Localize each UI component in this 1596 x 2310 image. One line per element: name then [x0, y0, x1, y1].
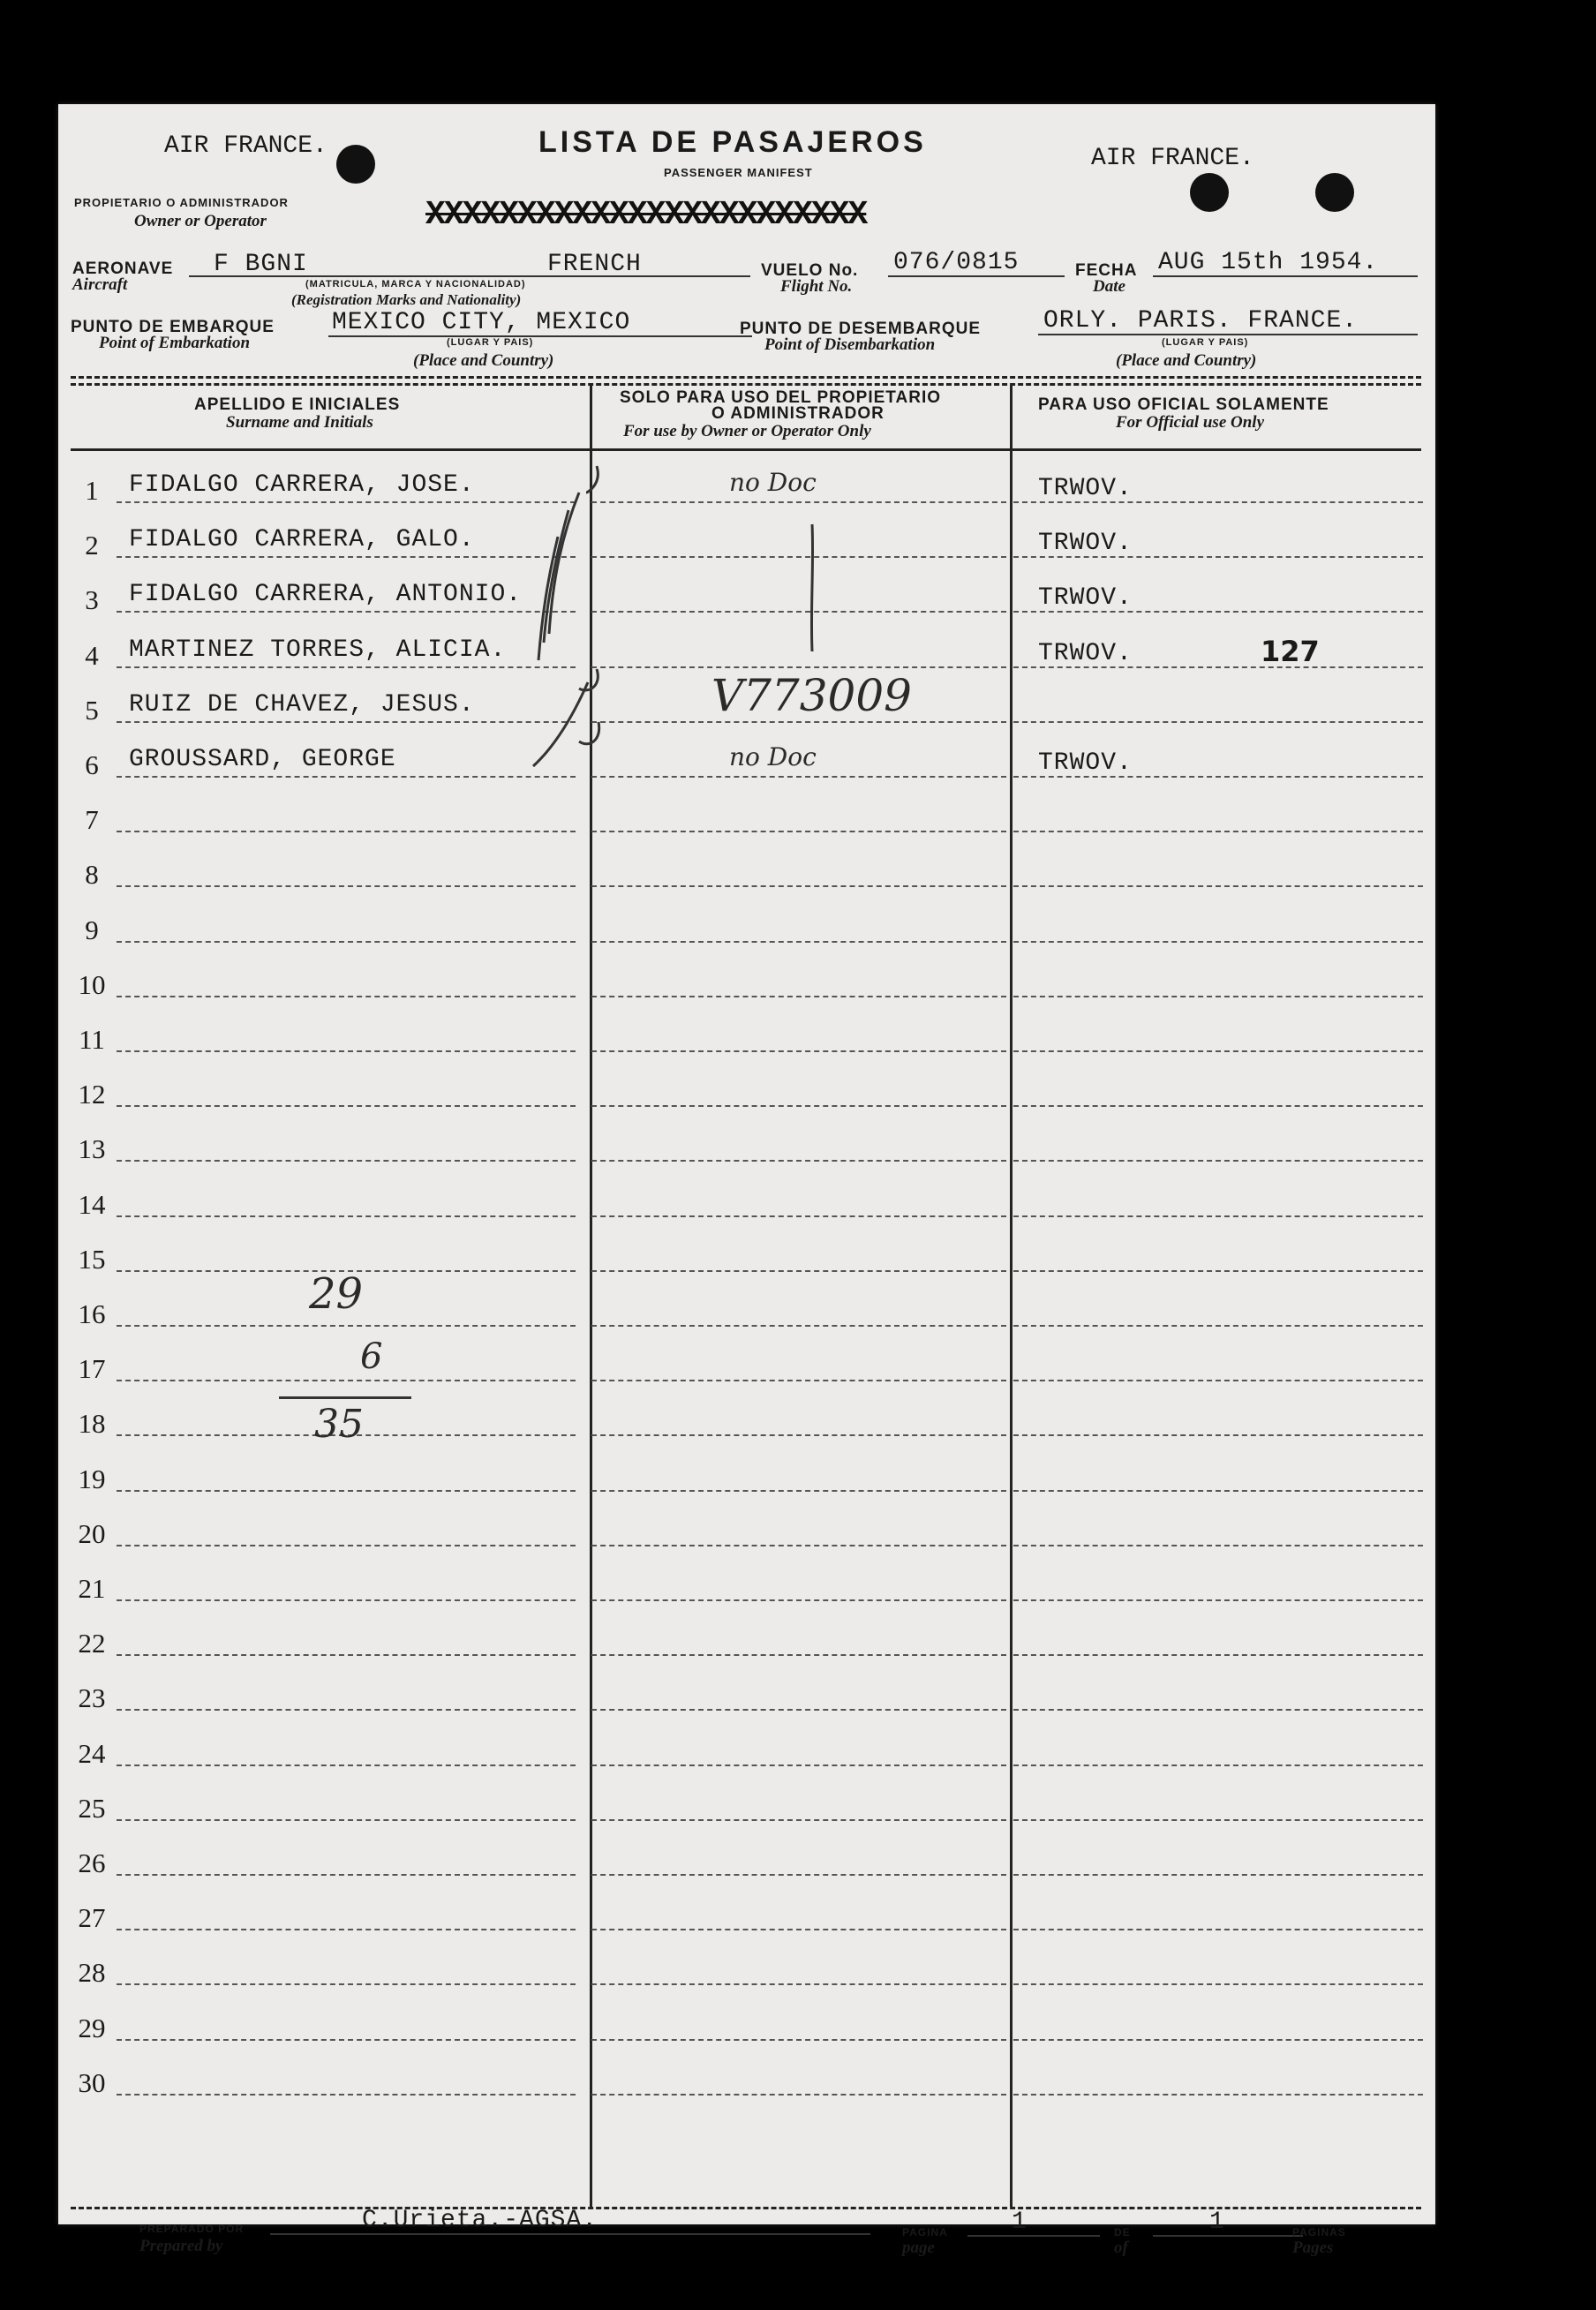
row-rule — [591, 1160, 1006, 1162]
row-number: 22 — [78, 1628, 106, 1659]
owner-stamp-left: AIR FRANCE. — [164, 132, 327, 160]
col-official-header-es: PARA USO OFICIAL SOLAMENTE — [1038, 395, 1329, 414]
tally-line-2: 6 — [360, 1336, 383, 1377]
row-rule — [117, 1160, 576, 1162]
col-official-header-en: For Official use Only — [1116, 413, 1265, 432]
col-owner-header-es-2: O ADMINISTRADOR — [711, 404, 885, 423]
col-owner-header-en: For use by Owner or Operator Only — [623, 422, 871, 440]
embark-value: MEXICO CITY, MEXICO — [332, 309, 631, 336]
disembark-note-es: (LUGAR Y PAIS) — [1162, 337, 1249, 348]
owner-label-es: PROPIETARIO O ADMINISTRADOR — [74, 196, 289, 209]
row-number: 13 — [78, 1133, 106, 1165]
row-rule — [1013, 611, 1423, 613]
table-row — [58, 1353, 1435, 1415]
table-row — [58, 1847, 1435, 1909]
row-number: 14 — [78, 1188, 106, 1220]
table-row — [58, 1188, 1435, 1251]
row-rule — [591, 1599, 1006, 1601]
pages-label-en: Pages — [1292, 2239, 1334, 2257]
table-row — [58, 1682, 1435, 1744]
table-row — [58, 968, 1435, 1031]
table-row — [58, 1133, 1435, 1195]
flight-label-es: VUELO No. — [761, 261, 859, 280]
table-row — [58, 1792, 1435, 1855]
row-number: 4 — [85, 639, 99, 671]
row-rule — [1013, 776, 1423, 778]
owner-note: no Doc — [729, 742, 817, 771]
row-rule — [117, 1983, 576, 1985]
tally-line-1: 29 — [309, 1269, 364, 1319]
passenger-name: GROUSSARD, GEORGE — [129, 746, 396, 773]
table-row — [58, 914, 1435, 976]
table-row — [58, 1024, 1435, 1086]
row-rule — [591, 1983, 1006, 1985]
row-number: 10 — [78, 968, 106, 1000]
row-rule — [591, 1380, 1006, 1381]
row-rule — [117, 1929, 576, 1930]
official-status: TRWOV. — [1038, 749, 1133, 777]
row-rule — [117, 556, 576, 558]
row-number: 7 — [85, 804, 99, 836]
page-underline — [967, 2235, 1100, 2237]
row-number: 2 — [85, 530, 99, 561]
tally-rule — [279, 1396, 411, 1399]
punch-hole-right-2 — [1315, 173, 1354, 212]
row-number: 23 — [78, 1682, 106, 1714]
row-rule — [591, 501, 1006, 503]
aircraft-label-es: AERONAVE — [72, 260, 174, 278]
flight-value: 076/0815 — [893, 249, 1020, 276]
row-number: 17 — [78, 1353, 106, 1385]
row-number: 5 — [85, 694, 99, 726]
row-rule — [117, 1050, 576, 1052]
table-row — [58, 1902, 1435, 1964]
row-rule — [1013, 1160, 1423, 1162]
table-row — [58, 859, 1435, 921]
date-underline — [1153, 275, 1418, 277]
table-row — [58, 2012, 1435, 2074]
page-title: LISTA DE PASAJEROS — [538, 125, 927, 159]
row-rule — [591, 2039, 1006, 2041]
row-rule — [591, 611, 1006, 613]
punch-hole-left — [336, 145, 375, 184]
table-row — [58, 804, 1435, 866]
row-number: 24 — [78, 1737, 106, 1769]
row-rule — [591, 1874, 1006, 1876]
aircraft-label-en: Aircraft — [72, 275, 128, 294]
row-number: 26 — [78, 1847, 106, 1878]
row-rule — [1013, 666, 1423, 668]
row-rule — [117, 1325, 576, 1327]
row-rule — [1013, 1434, 1423, 1436]
passenger-name: RUIZ DE CHAVEZ, JESUS. — [129, 690, 475, 719]
flight-underline — [888, 275, 1065, 277]
row-rule — [1013, 1325, 1423, 1327]
row-rule — [117, 2094, 576, 2096]
prepared-label-en: Prepared by — [139, 2237, 223, 2255]
row-rule — [1013, 1654, 1423, 1656]
disembark-label-es: PUNTO DE DESEMBARQUE — [740, 320, 982, 338]
table-row — [58, 742, 1435, 811]
row-rule — [1013, 501, 1423, 503]
row-rule — [117, 1105, 576, 1107]
embark-note-es: (LUGAR Y PAIS) — [447, 337, 534, 348]
row-number: 19 — [78, 1463, 106, 1494]
page-value: 1 — [1012, 2208, 1028, 2236]
row-rule — [591, 1105, 1006, 1107]
row-rule — [591, 1819, 1006, 1821]
row-rule — [1013, 1764, 1423, 1766]
col-surname-header-en: Surname and Initials — [226, 413, 373, 432]
row-rule — [1013, 1599, 1423, 1601]
aircraft-value: F BGNI — [214, 251, 308, 278]
row-rule — [591, 721, 1006, 723]
header-rule-top — [71, 376, 1421, 379]
embark-label-es: PUNTO DE EMBARQUE — [71, 318, 275, 336]
aircraft-underline — [189, 275, 750, 277]
pages-label-es: PAGINAS — [1292, 2226, 1346, 2239]
row-rule — [1013, 1105, 1423, 1107]
row-rule — [1013, 1874, 1423, 1876]
row-number: 30 — [78, 2066, 106, 2098]
row-rule — [117, 996, 576, 997]
row-rule — [591, 1709, 1006, 1711]
row-rule — [117, 885, 576, 887]
row-rule — [1013, 941, 1423, 943]
prepared-label-es: PREPARADO POR — [139, 2223, 245, 2235]
row-rule — [591, 996, 1006, 997]
row-rule — [117, 1380, 576, 1381]
table-row — [58, 1463, 1435, 1525]
row-rule — [1013, 1545, 1423, 1546]
official-status: TRWOV. — [1038, 475, 1133, 502]
manifest-sheet — [58, 104, 1435, 2257]
col-surname-header-es: APELLIDO E INICIALES — [194, 395, 401, 414]
row-number: 21 — [78, 1573, 106, 1604]
row-rule — [1013, 1983, 1423, 1985]
table-row — [58, 1573, 1435, 1635]
row-rule — [117, 1654, 576, 1656]
row-rule — [117, 1874, 576, 1876]
of-label-en: of — [1114, 2239, 1128, 2257]
row-rule — [591, 1490, 1006, 1492]
row-rule — [591, 831, 1006, 832]
row-rule — [591, 556, 1006, 558]
table-row — [58, 1517, 1435, 1580]
row-rule — [1013, 556, 1423, 558]
header-rule-bottom — [71, 383, 1421, 386]
owner-note: no Doc — [729, 468, 817, 497]
check-marks — [526, 457, 623, 784]
row-rule — [1013, 831, 1423, 832]
table-row — [58, 1243, 1435, 1305]
of-underline — [1153, 2235, 1303, 2237]
disembark-label-en: Point of Disembarkation — [764, 335, 936, 354]
row-number: 29 — [78, 2012, 106, 2043]
row-rule — [591, 1929, 1006, 1930]
row-rule — [1013, 996, 1423, 997]
row-rule — [117, 1764, 576, 1766]
row-rule — [1013, 2094, 1423, 2096]
row-rule — [1013, 1490, 1423, 1492]
official-status: TRWOV. — [1038, 530, 1133, 558]
flight-label-en: Flight No. — [780, 277, 853, 296]
row-rule — [1013, 1709, 1423, 1711]
col-owner-header-es-1: SOLO PARA USO DEL PROPIETARIO — [620, 388, 941, 407]
aircraft-note-en: (Registration Marks and Nationality) — [291, 291, 522, 308]
row-rule — [591, 1270, 1006, 1272]
row-rule — [117, 611, 576, 613]
row-rule — [591, 666, 1006, 668]
passenger-name: FIDALGO CARRERA, JOSE. — [129, 471, 475, 499]
row-rule — [1013, 1929, 1423, 1930]
row-rule — [591, 2094, 1006, 2096]
row-number: 15 — [78, 1243, 106, 1275]
row-rule — [117, 1545, 576, 1546]
row-rule — [117, 1490, 576, 1492]
owner-note: V773009 — [711, 669, 912, 721]
nationality-value: FRENCH — [547, 251, 642, 278]
row-number: 27 — [78, 1902, 106, 1934]
row-rule — [117, 1709, 576, 1711]
page-label-en: page — [902, 2239, 935, 2257]
row-rule — [591, 941, 1006, 943]
row-rule — [1013, 1380, 1423, 1381]
page-subtitle: PASSENGER MANIFEST — [664, 166, 813, 179]
row-rule — [1013, 1050, 1423, 1052]
embark-label-en: Point of Embarkation — [99, 334, 251, 352]
passenger-name: FIDALGO CARRERA, GALO. — [129, 526, 475, 554]
table-row — [58, 1408, 1435, 1470]
row-rule — [117, 721, 576, 723]
row-rule — [591, 885, 1006, 887]
row-number: 20 — [78, 1517, 106, 1549]
official-status: TRWOV. — [1038, 584, 1133, 613]
row-rule — [591, 1434, 1006, 1436]
table-row — [58, 1957, 1435, 2019]
table-row — [58, 1298, 1435, 1360]
embark-underline — [328, 335, 752, 337]
row-rule — [591, 1050, 1006, 1052]
row-rule — [117, 666, 576, 668]
row-number: 6 — [85, 749, 99, 780]
row-rule — [1013, 721, 1423, 723]
row-number: 11 — [79, 1024, 105, 1055]
official-status: TRWOV. — [1038, 639, 1133, 667]
of-label-es: DE — [1114, 2226, 1131, 2239]
ditto-line — [800, 519, 826, 660]
disembark-underline — [1038, 334, 1418, 335]
row-number: 1 — [85, 475, 99, 506]
embark-note-en: (Place and Country) — [413, 351, 554, 370]
passenger-name: MARTINEZ TORRES, ALICIA. — [129, 636, 507, 664]
row-rule — [117, 831, 576, 832]
row-rule — [591, 1764, 1006, 1766]
struck-operator-name: XXXXXXXXXXXXXXXXXXXXXXXX — [425, 196, 867, 234]
aircraft-note-es: (MATRICULA, MARCA Y NACIONALIDAD) — [305, 279, 526, 290]
row-rule — [591, 1325, 1006, 1327]
row-number: 28 — [78, 1957, 106, 1989]
row-rule — [591, 1215, 1006, 1217]
row-rule — [117, 1599, 576, 1601]
table-row — [58, 1628, 1435, 1689]
row-rule — [1013, 1215, 1423, 1217]
date-label-es: FECHA — [1075, 261, 1138, 280]
row-rule — [1013, 2039, 1423, 2041]
row-number: 8 — [85, 859, 99, 891]
passenger-name: FIDALGO CARRERA, ANTONIO. — [129, 581, 523, 609]
row-number: 25 — [78, 1792, 106, 1824]
row-rule — [117, 1819, 576, 1821]
row-number: 18 — [78, 1408, 106, 1440]
disembark-note-en: (Place and Country) — [1116, 351, 1257, 370]
date-label-en: Date — [1093, 277, 1125, 296]
date-value: AUG 15th 1954. — [1158, 249, 1379, 276]
column-header-rule — [71, 448, 1421, 451]
row-rule — [117, 776, 576, 778]
row-rule — [1013, 1270, 1423, 1272]
table-row — [58, 1737, 1435, 1800]
of-value: 1 — [1209, 2208, 1225, 2236]
owner-label-en: Owner or Operator — [134, 212, 267, 230]
official-extra: 127 — [1261, 634, 1320, 668]
prepared-value: C.Urieta.-AGSA. — [362, 2207, 598, 2234]
prepared-underline — [270, 2233, 870, 2235]
row-rule — [591, 1545, 1006, 1546]
table-row — [58, 1079, 1435, 1140]
tally-total: 35 — [314, 1402, 364, 1447]
row-rule — [117, 501, 576, 503]
row-rule — [117, 2039, 576, 2041]
punch-hole-right-1 — [1190, 173, 1229, 212]
row-rule — [1013, 1819, 1423, 1821]
row-rule — [591, 1654, 1006, 1656]
row-rule — [117, 1215, 576, 1217]
row-number: 9 — [85, 914, 99, 945]
page-label-es: PAGINA — [902, 2226, 948, 2239]
row-rule — [117, 941, 576, 943]
row-number: 16 — [78, 1298, 106, 1329]
disembark-value: ORLY. PARIS. FRANCE. — [1043, 307, 1359, 335]
row-number: 3 — [85, 584, 99, 616]
row-number: 12 — [78, 1079, 106, 1110]
owner-stamp-right: AIR FRANCE. — [1091, 145, 1254, 172]
row-rule — [1013, 885, 1423, 887]
row-rule — [591, 776, 1006, 778]
table-row — [58, 2066, 1435, 2129]
